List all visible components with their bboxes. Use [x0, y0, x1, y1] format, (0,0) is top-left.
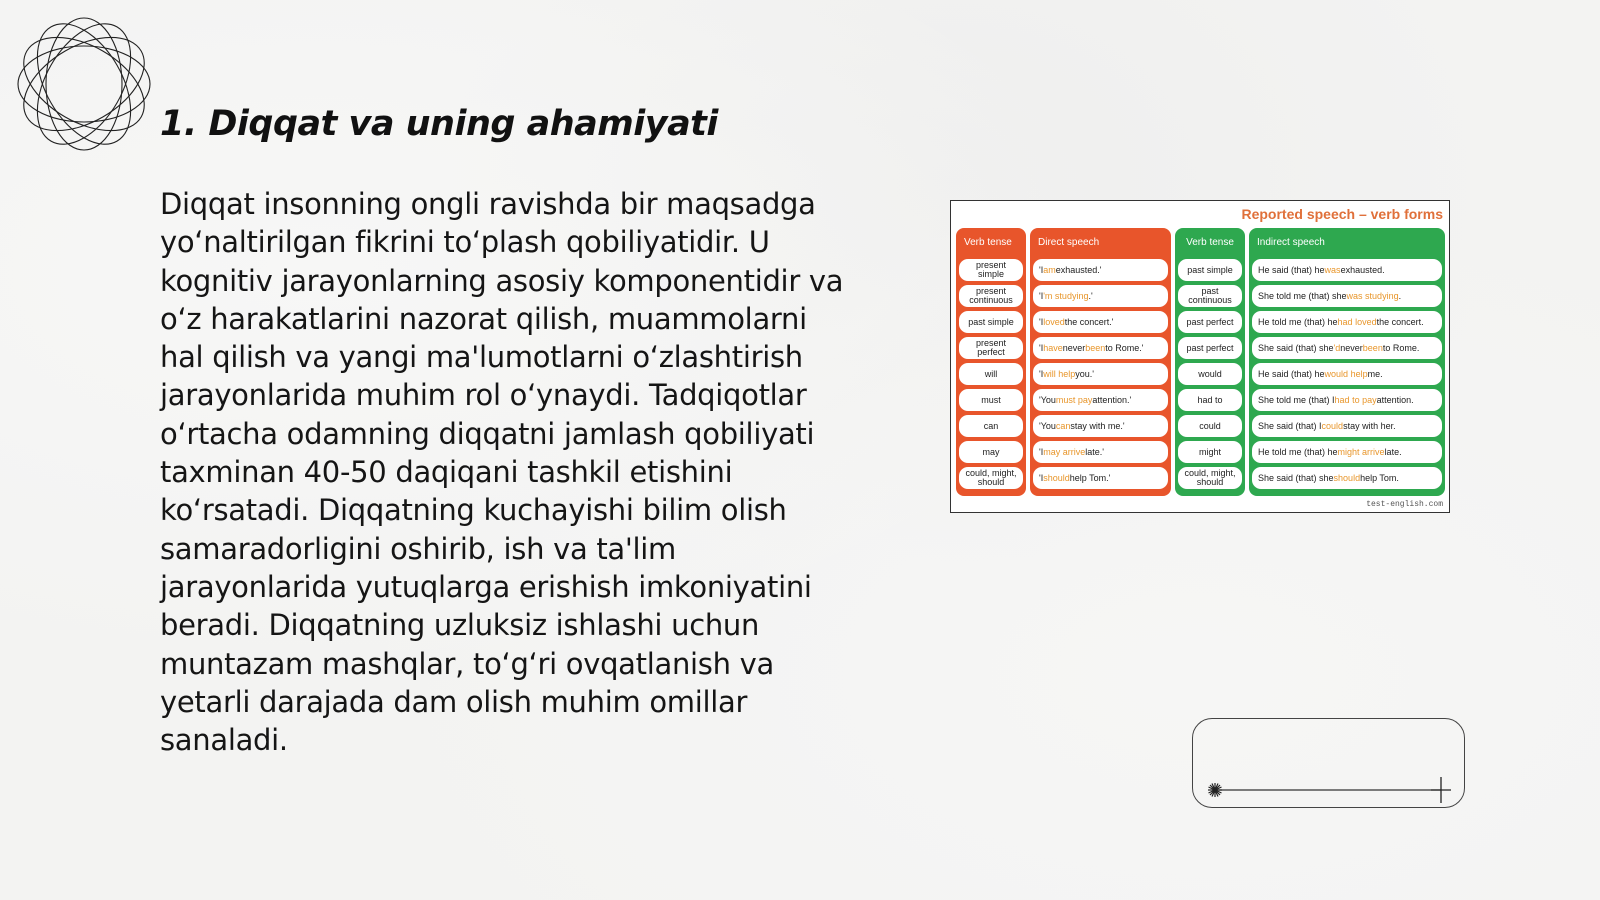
image-credit: test-english.com — [1366, 500, 1443, 509]
column-header: Indirect speech — [1257, 237, 1325, 248]
decorative-slider — [1205, 775, 1460, 805]
column-new-verb-tense — [1175, 228, 1245, 496]
slide-title: 1. Diqqat va uning ahamiyati — [160, 104, 718, 144]
verb-tense-cell: can — [959, 415, 1023, 437]
new-verb-tense-cell: had to — [1178, 389, 1242, 411]
direct-speech-cell: 'I should help Tom.' — [1033, 467, 1168, 489]
indirect-speech-cell: She said (that) she 'd never been to Rome. — [1252, 337, 1442, 359]
indirect-speech-cell: She told me (that) she was studying . — [1252, 285, 1442, 307]
indirect-speech-cell: He said (that) he would help me. — [1252, 363, 1442, 385]
column-header: Direct speech — [1038, 237, 1100, 248]
direct-speech-cell: 'You must pay attention.' — [1033, 389, 1168, 411]
verb-tense-cell: must — [959, 389, 1023, 411]
image-title: Reported speech – verb forms — [1241, 206, 1443, 222]
slide-body-text: Diqqat insonning ongli ravishda bir maqsadga yo‘naltirilgan fikrini to‘plash qobiliyatidir. U kognitiv jarayonlarning asosiy komponentidir va o‘z harakatlarini nazorat qilish, muammolarni hal qilish va yangi ma'lumotlarni o‘zlashtirish jarayonlarida muhim rol o‘ynaydi. Tadqiqotlar o‘rtacha odamning diqqatni jamlash qobiliyati taxminan 40-50 daqiqani tashkil etishini ko‘rsatadi. Diqqatning kuchayishi bilim olish samaradorligini oshirib, ish va ta'lim jarayonlarida yutuqlarga erishish imkoniyatini beradi. Diqqatning uzluksiz ishlashi uchun muntazam mashqlar, to‘g‘ri ovqatlanish va yetarli darajada dam olish muhim omillar sanaladi. — [160, 187, 844, 758]
new-verb-tense-cell: could — [1178, 415, 1242, 437]
sparkle-icon — [1208, 783, 1222, 797]
new-verb-tense-cell: could, might, should — [1178, 467, 1242, 489]
new-verb-tense-cell: past simple — [1178, 259, 1242, 281]
indirect-speech-cell: She said (that) I could stay with her. — [1252, 415, 1442, 437]
new-verb-tense-cell: might — [1178, 441, 1242, 463]
new-verb-tense-cell: past continuous — [1178, 285, 1242, 307]
verb-tense-cell: may — [959, 441, 1023, 463]
direct-speech-cell: 'I loved the concert.' — [1033, 311, 1168, 333]
indirect-speech-cell: He told me (that) he might arrive late. — [1252, 441, 1442, 463]
direct-speech-cell: 'I 'm studying .' — [1033, 285, 1168, 307]
direct-speech-cell: 'I have never been to Rome.' — [1033, 337, 1168, 359]
cross-star-icon — [1431, 777, 1451, 803]
column-direct-speech — [1030, 228, 1171, 496]
indirect-speech-cell: He told me (that) he had loved the concert. — [1252, 311, 1442, 333]
column-indirect-speech — [1249, 228, 1445, 496]
new-verb-tense-cell: would — [1178, 363, 1242, 385]
verb-tense-cell: present continuous — [959, 285, 1023, 307]
column-header: Verb tense — [964, 237, 1012, 248]
new-verb-tense-cell: past perfect — [1178, 311, 1242, 333]
reported-speech-image — [950, 200, 1450, 513]
verb-tense-cell: past simple — [959, 311, 1023, 333]
direct-speech-cell: 'I will help you.' — [1033, 363, 1168, 385]
spirograph-rings-icon — [10, 10, 158, 158]
direct-speech-cell: 'You can stay with me.' — [1033, 415, 1168, 437]
column-header: Verb tense — [1186, 237, 1234, 248]
direct-speech-cell: 'I may arrive late.' — [1033, 441, 1168, 463]
indirect-speech-cell: He said (that) he was exhausted. — [1252, 259, 1442, 281]
verb-tense-cell: present simple — [959, 259, 1023, 281]
new-verb-tense-cell: past perfect — [1178, 337, 1242, 359]
verb-tense-cell: will — [959, 363, 1023, 385]
indirect-speech-cell: She told me (that) I had to pay attention. — [1252, 389, 1442, 411]
verb-tense-cell: could, might, should — [959, 467, 1023, 489]
verb-tense-cell: present perfect — [959, 337, 1023, 359]
direct-speech-cell: 'I am exhausted.' — [1033, 259, 1168, 281]
column-verb-tense — [956, 228, 1026, 496]
indirect-speech-cell: She said (that) she should help Tom. — [1252, 467, 1442, 489]
